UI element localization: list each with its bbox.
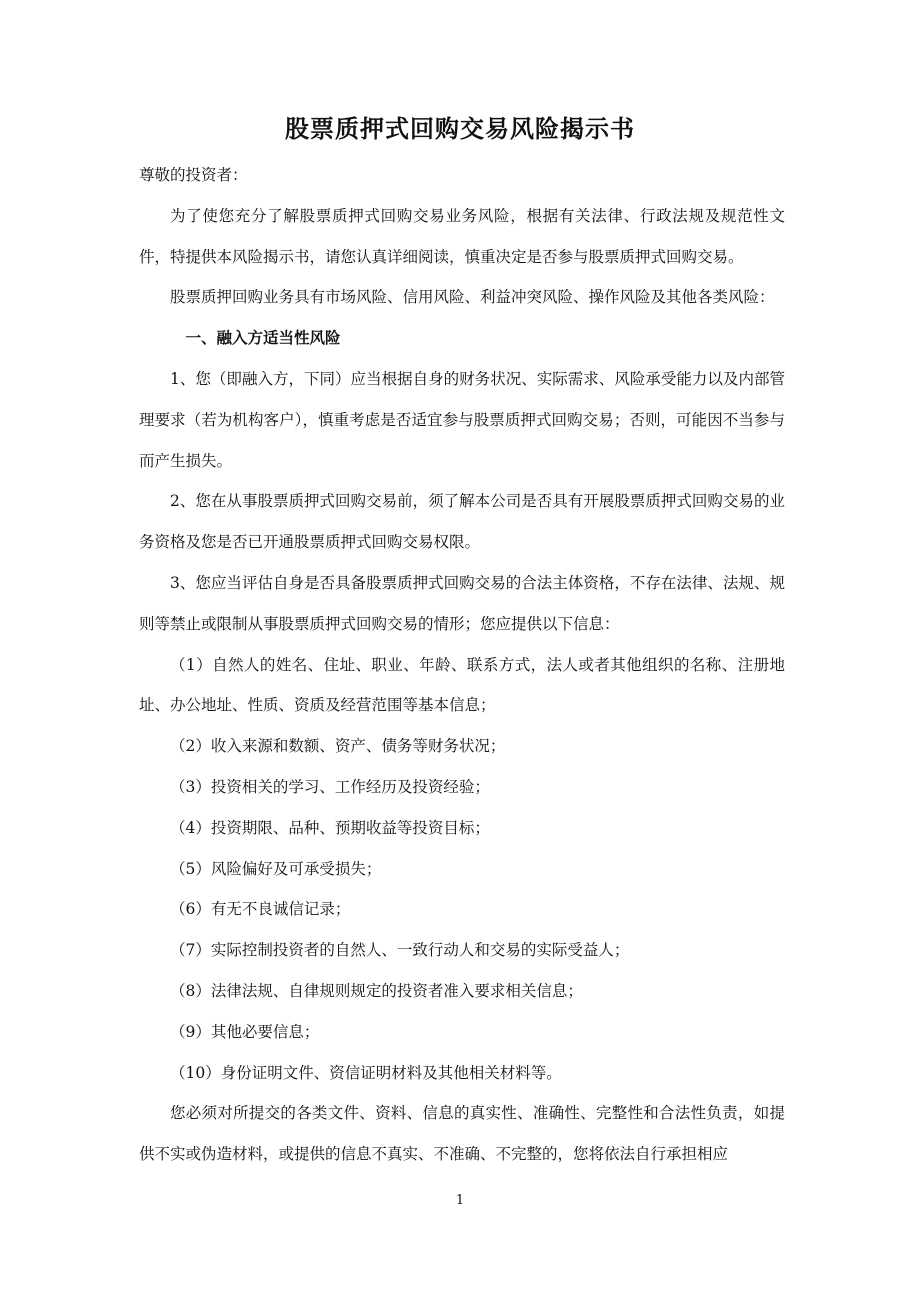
- intro-paragraph: 为了使您充分了解股票质押式回购交易业务风险，根据有关法律、行政法规及规范性文件，特提供本风险揭示书，请您认真详细阅读，慎重决定是否参与股票质押式回购交易。: [139, 206, 785, 266]
- point-2: 2、您在从事股票质押式回购交易前，须了解本公司是否具有开展股票质押式回购交易的业务资格及您是否已开通股票质押式回购交易权限。: [139, 492, 785, 552]
- point-1: 1、您（即融入方，下同）应当根据自身的财务状况、实际需求、风险承受能力以及内部管理要求（若为机构客户），慎重考虑是否适宜参与股票质押式回购交易；否则，可能因不当参与而产生损失。: [139, 369, 785, 470]
- document-title: 股票质押式回购交易风险揭示书: [285, 115, 635, 143]
- point-3: 3、您应当评估自身是否具备股票质押式回购交易的合法主体资格，不存在法律、法规、规则等禁止或限制从事股票质押式回购交易的情形；您应提供以下信息：: [139, 573, 785, 633]
- list-item: （8）法律法规、自律规则规定的投资者准入要求相关信息；: [170, 981, 583, 1000]
- list-item: （9）其他必要信息；: [170, 1022, 320, 1041]
- list-item: （6）有无不良诚信记录；: [170, 900, 351, 919]
- list-item: （2）收入来源和数额、资产、债务等财务状况；: [170, 737, 506, 756]
- overview-paragraph: 股票质押回购业务具有市场风险、信用风险、利益冲突风险、操作风险及其他各类风险：: [170, 288, 775, 307]
- list-item: （1）自然人的姓名、住址、职业、年龄、联系方式，法人或者其他组织的名称、注册地址、办公地址、性质、资质及经营范围等基本信息；: [139, 655, 785, 715]
- list-item: （5）风险偏好及可承受损失；: [170, 859, 382, 878]
- list-item: （4）投资期限、品种、预期收益等投资目标；: [170, 818, 490, 837]
- list-item: （10）身份证明文件、资信证明材料及其他相关材料等。: [170, 1063, 562, 1082]
- list-item: （7）实际控制投资者的自然人、一致行动人和交易的实际受益人；: [170, 941, 630, 960]
- closing-paragraph: 您必须对所提交的各类文件、资料、信息的真实性、准确性、完整性和合法性负责，如提供不实或伪造材料，或提供的信息不真实、不准确、不完整的，您将依法自行承担相应: [139, 1104, 785, 1164]
- section-heading: 一、融入方适当性风险: [185, 329, 341, 348]
- list-item: （3）投资相关的学习、工作经历及投资经验；: [170, 777, 490, 796]
- salutation: 尊敬的投资者：: [139, 166, 248, 184]
- page-number: 1: [455, 1193, 465, 1208]
- document-body: [139, 155, 785, 1175]
